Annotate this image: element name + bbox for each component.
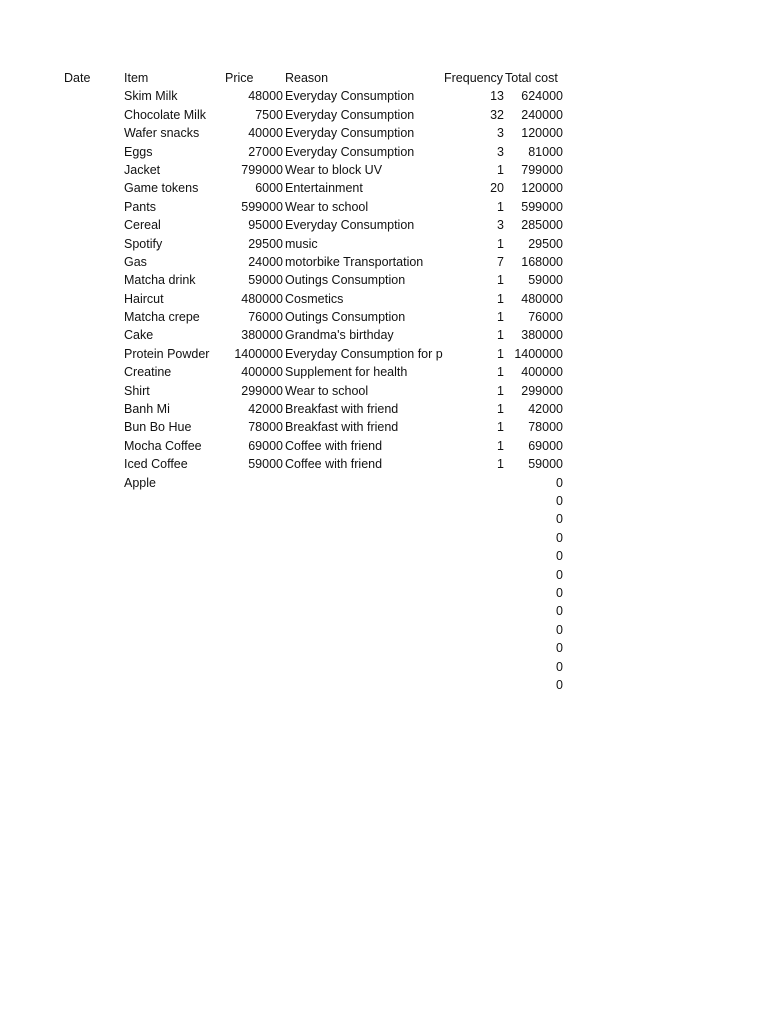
- reason-cell: Everyday Consumption: [285, 89, 415, 104]
- expense-sheet: [0, 69, 768, 694]
- reason-cell: [285, 510, 444, 528]
- total-cost-cell: 0: [556, 530, 563, 545]
- price-cell: [225, 566, 283, 584]
- item-cell: [124, 658, 225, 676]
- total-cost-cell: 0: [556, 567, 563, 582]
- reason-cell: music: [285, 236, 318, 251]
- total-cost-cell: 0: [556, 475, 563, 490]
- total-cost-cell: 42000: [528, 402, 563, 417]
- price-cell: 6000: [255, 181, 283, 196]
- price-cell: [225, 492, 283, 510]
- frequency-cell: 1: [497, 383, 504, 398]
- price-cell: 48000: [248, 89, 283, 104]
- total-cost-cell: 76000: [528, 310, 563, 325]
- total-cost-cell: 400000: [521, 365, 563, 380]
- price-cell: 76000: [248, 310, 283, 325]
- price-cell: 599000: [241, 199, 283, 214]
- item-cell: [124, 510, 225, 528]
- price-cell: [225, 584, 283, 602]
- table-row: [0, 400, 768, 418]
- price-cell: [225, 547, 283, 565]
- total-cost-cell: 0: [556, 659, 563, 674]
- header-reason: Reason: [285, 71, 329, 85]
- table-row: [0, 566, 768, 584]
- table-row: [0, 363, 768, 381]
- table-row: [0, 106, 768, 124]
- price-cell: 78000: [248, 420, 283, 435]
- total-cost-cell: 624000: [521, 89, 563, 104]
- table-row: [0, 253, 768, 271]
- item-cell: [124, 639, 225, 657]
- price-cell: 24000: [248, 254, 283, 269]
- item-cell: [124, 584, 225, 602]
- table-row: [0, 547, 768, 565]
- reason-cell: [285, 621, 444, 639]
- reason-cell: [285, 658, 444, 676]
- table-row: [0, 382, 768, 400]
- reason-cell: [285, 584, 444, 602]
- price-cell: [225, 529, 283, 547]
- table-row: [0, 235, 768, 253]
- frequency-cell: 7: [497, 254, 504, 269]
- header-total-cost: Total cost: [505, 71, 558, 85]
- total-cost-cell: 0: [556, 677, 563, 692]
- reason-cell: Outings Consumption: [285, 273, 406, 288]
- item-cell: Protein Powder: [124, 346, 210, 361]
- total-cost-cell: 799000: [521, 162, 563, 177]
- item-cell: Skim Milk: [124, 89, 178, 104]
- item-cell: Eggs: [124, 144, 153, 159]
- frequency-cell: 1: [497, 402, 504, 417]
- reason-cell: Everyday Consumption: [285, 144, 415, 159]
- frequency-cell: 1: [497, 420, 504, 435]
- frequency-cell: 3: [497, 218, 504, 233]
- table-row: [0, 418, 768, 436]
- total-cost-cell: 120000: [521, 181, 563, 196]
- table-row: [0, 658, 768, 676]
- price-cell: 799000: [241, 162, 283, 177]
- price-cell: 29500: [248, 236, 283, 251]
- total-cost-cell: 59000: [528, 457, 563, 472]
- header-date: Date: [64, 71, 91, 85]
- frequency-cell: 1: [497, 199, 504, 214]
- table-row: [0, 437, 768, 455]
- price-cell: 400000: [241, 365, 283, 380]
- frequency-cell: [444, 584, 504, 602]
- price-cell: 480000: [241, 291, 283, 306]
- header-price: Price: [225, 71, 254, 85]
- header-frequency: Frequency: [444, 71, 504, 85]
- reason-cell: Everyday Consumption: [285, 107, 415, 122]
- price-cell: [225, 676, 283, 694]
- item-cell: Cake: [124, 328, 154, 343]
- reason-cell: [285, 474, 444, 492]
- total-cost-cell: 480000: [521, 291, 563, 306]
- price-cell: 95000: [248, 218, 283, 233]
- frequency-cell: [444, 566, 504, 584]
- reason-cell: [285, 602, 444, 620]
- total-cost-cell: 78000: [528, 420, 563, 435]
- total-cost-cell: 1400000: [514, 346, 563, 361]
- table-row: [0, 290, 768, 308]
- item-cell: Matcha crepe: [124, 310, 200, 325]
- table-row: [0, 216, 768, 234]
- reason-cell: Everyday Consumption for p: [285, 346, 443, 361]
- table-row: [0, 474, 768, 492]
- reason-cell: [285, 566, 444, 584]
- reason-cell: Coffee with friend: [285, 457, 383, 472]
- reason-cell: Entertainment: [285, 181, 363, 196]
- item-cell: Creatine: [124, 365, 172, 380]
- frequency-cell: 1: [497, 310, 504, 325]
- frequency-cell: [444, 658, 504, 676]
- item-cell: [124, 547, 225, 565]
- total-cost-cell: 0: [556, 622, 563, 637]
- frequency-cell: 1: [497, 328, 504, 343]
- total-cost-cell: 0: [556, 604, 563, 619]
- frequency-cell: 13: [490, 89, 504, 104]
- reason-cell: Wear to block UV: [285, 162, 383, 177]
- frequency-cell: 1: [497, 236, 504, 251]
- table-row: [0, 529, 768, 547]
- reason-cell: Everyday Consumption: [285, 218, 415, 233]
- frequency-cell: 3: [497, 126, 504, 141]
- total-cost-cell: 0: [556, 512, 563, 527]
- item-cell: Banh Mi: [124, 402, 170, 417]
- table-row: [0, 676, 768, 694]
- reason-cell: Breakfast with friend: [285, 402, 399, 417]
- total-cost-cell: 380000: [521, 328, 563, 343]
- price-cell: 40000: [248, 126, 283, 141]
- item-cell: Game tokens: [124, 181, 199, 196]
- item-cell: [124, 529, 225, 547]
- price-cell: [225, 621, 283, 639]
- total-cost-cell: 0: [556, 641, 563, 656]
- total-cost-cell: 0: [556, 493, 563, 508]
- price-cell: [225, 510, 283, 528]
- total-cost-cell: 299000: [521, 383, 563, 398]
- total-cost-cell: 0: [556, 549, 563, 564]
- total-cost-cell: 120000: [521, 126, 563, 141]
- item-cell: Iced Coffee: [124, 457, 188, 472]
- frequency-cell: 1: [497, 438, 504, 453]
- reason-cell: motorbike Transportation: [285, 254, 424, 269]
- table-row: [0, 198, 768, 216]
- reason-cell: [285, 547, 444, 565]
- item-cell: [124, 492, 225, 510]
- table-row: [0, 510, 768, 528]
- total-cost-cell: 599000: [521, 199, 563, 214]
- total-cost-cell: 240000: [521, 107, 563, 122]
- table-row: [0, 326, 768, 344]
- frequency-cell: 3: [497, 144, 504, 159]
- price-cell: [225, 474, 283, 492]
- table-row: [0, 584, 768, 602]
- reason-cell: [285, 676, 444, 694]
- price-cell: 299000: [241, 383, 283, 398]
- reason-cell: Wear to school: [285, 383, 369, 398]
- price-cell: 59000: [248, 457, 283, 472]
- reason-cell: [285, 492, 444, 510]
- item-cell: Wafer snacks: [124, 126, 200, 141]
- total-cost-cell: 81000: [528, 144, 563, 159]
- item-cell: [124, 621, 225, 639]
- frequency-cell: 1: [497, 346, 504, 361]
- price-cell: 42000: [248, 402, 283, 417]
- frequency-cell: 1: [497, 273, 504, 288]
- frequency-cell: [444, 602, 504, 620]
- frequency-cell: [444, 474, 504, 492]
- frequency-cell: [444, 639, 504, 657]
- table-row: [0, 602, 768, 620]
- price-cell: 7500: [255, 107, 283, 122]
- total-cost-cell: 29500: [528, 236, 563, 251]
- price-cell: 27000: [248, 144, 283, 159]
- total-cost-cell: 285000: [521, 218, 563, 233]
- table-row: [0, 124, 768, 142]
- reason-cell: Supplement for health: [285, 365, 408, 380]
- frequency-cell: [444, 510, 504, 528]
- total-cost-cell: 168000: [521, 254, 563, 269]
- item-cell: Chocolate Milk: [124, 107, 206, 122]
- frequency-cell: [444, 621, 504, 639]
- reason-cell: [285, 529, 444, 547]
- table-row: [0, 621, 768, 639]
- table-row: [0, 639, 768, 657]
- table-row: [0, 345, 768, 363]
- item-cell: Cereal: [124, 218, 161, 233]
- table-row: [0, 87, 768, 105]
- price-cell: [225, 639, 283, 657]
- header-row: [0, 69, 768, 87]
- reason-cell: Outings Consumption: [285, 310, 406, 325]
- item-cell: Haircut: [124, 291, 164, 306]
- item-cell: [124, 566, 225, 584]
- item-cell: Shirt: [124, 383, 150, 398]
- total-cost-cell: 59000: [528, 273, 563, 288]
- reason-cell: Wear to school: [285, 199, 369, 214]
- table-row: [0, 161, 768, 179]
- frequency-cell: [444, 492, 504, 510]
- item-cell: Apple: [124, 475, 156, 490]
- item-cell: [124, 602, 225, 620]
- frequency-cell: 1: [497, 365, 504, 380]
- reason-cell: Coffee with friend: [285, 438, 383, 453]
- frequency-cell: [444, 529, 504, 547]
- item-cell: Bun Bo Hue: [124, 420, 192, 435]
- item-cell: Pants: [124, 199, 156, 214]
- item-cell: Jacket: [124, 162, 161, 177]
- frequency-cell: 20: [490, 181, 504, 196]
- table-row: [0, 179, 768, 197]
- table-body: [0, 87, 768, 694]
- table-row: [0, 143, 768, 161]
- reason-cell: Breakfast with friend: [285, 420, 399, 435]
- reason-cell: Everyday Consumption: [285, 126, 415, 141]
- table-row: [0, 455, 768, 473]
- item-cell: Matcha drink: [124, 273, 196, 288]
- reason-cell: [285, 639, 444, 657]
- item-cell: Gas: [124, 254, 147, 269]
- table-row: [0, 271, 768, 289]
- item-cell: Mocha Coffee: [124, 438, 202, 453]
- price-cell: 380000: [241, 328, 283, 343]
- reason-cell: Grandma's birthday: [285, 328, 394, 343]
- price-cell: 69000: [248, 438, 283, 453]
- frequency-cell: 32: [490, 107, 504, 122]
- price-cell: [225, 602, 283, 620]
- table-row: [0, 492, 768, 510]
- reason-cell: Cosmetics: [285, 291, 344, 306]
- frequency-cell: [444, 676, 504, 694]
- total-cost-cell: 0: [556, 585, 563, 600]
- total-cost-cell: 69000: [528, 438, 563, 453]
- frequency-cell: 1: [497, 162, 504, 177]
- item-cell: [124, 676, 225, 694]
- table-row: [0, 308, 768, 326]
- item-cell: Spotify: [124, 236, 163, 251]
- price-cell: [225, 658, 283, 676]
- frequency-cell: 1: [497, 457, 504, 472]
- frequency-cell: [444, 547, 504, 565]
- header-item: Item: [124, 71, 149, 85]
- price-cell: 1400000: [234, 346, 283, 361]
- price-cell: 59000: [248, 273, 283, 288]
- frequency-cell: 1: [497, 291, 504, 306]
